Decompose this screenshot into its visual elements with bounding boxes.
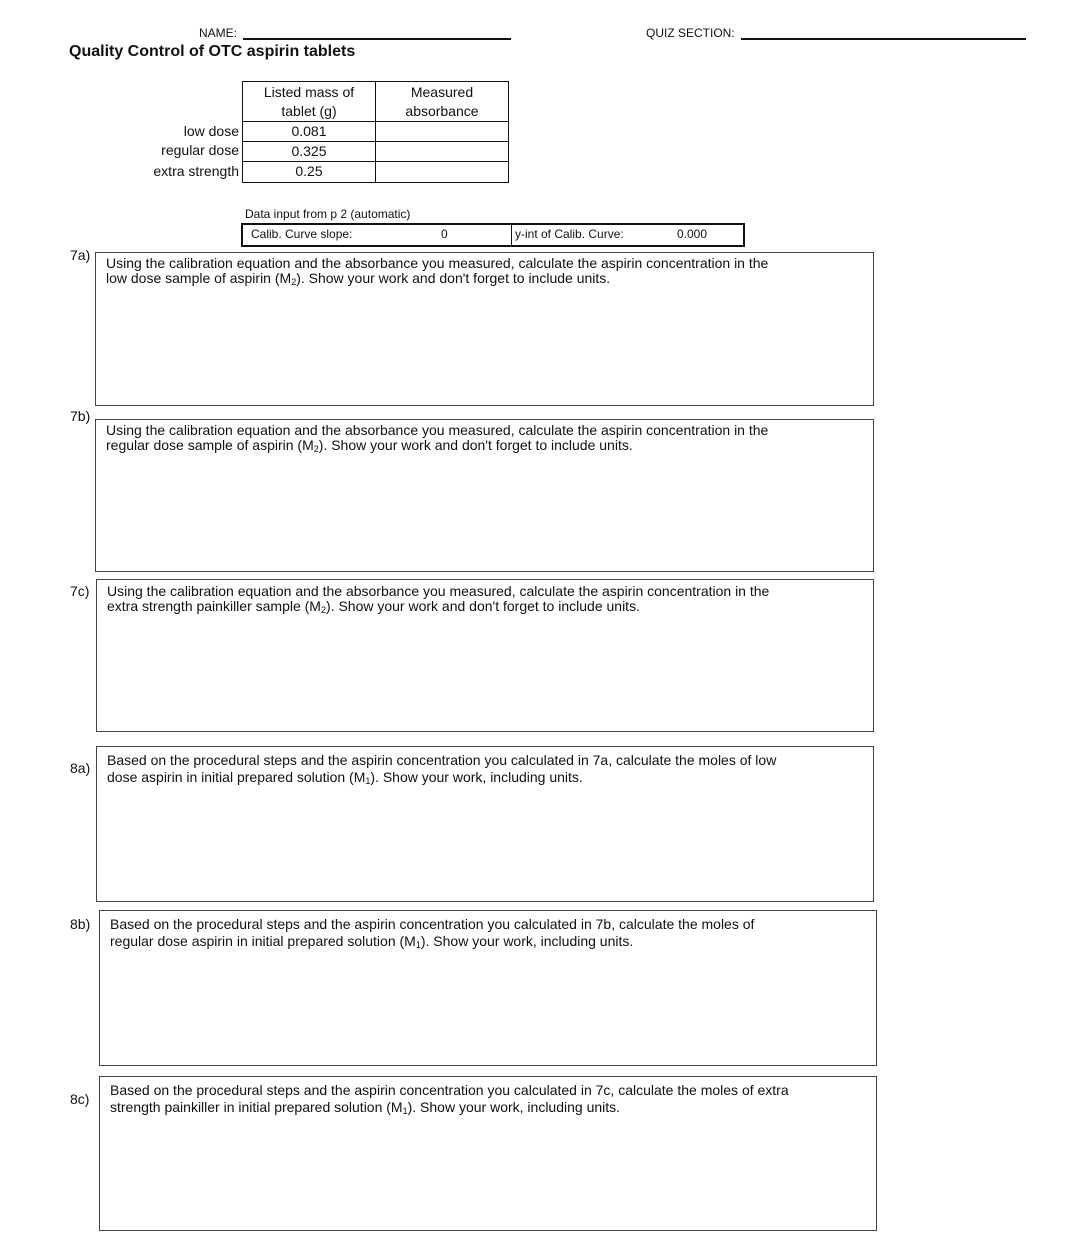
question-label-7a: 7a) [70,247,91,263]
question-label-8c: 8c) [70,1091,90,1107]
question-label-7b: 7b) [70,408,91,424]
table-row [243,162,509,183]
absorbance-regular-dose-input[interactable] [376,142,509,162]
question-text-8b: Based on the procedural steps and the aspirin concentration you calculated in 7b, calculate the moles of regular dose aspirin in initial prepared solution $(M_1)$. Show your work, including units. [110,916,755,950]
quiz-section-label: QUIZ SECTION: [646,26,735,40]
calibration-divider [511,225,512,245]
mass-extra-strength: 0.25 [243,162,376,183]
header-listed-mass: Listed mass of tablet (g) [243,82,376,122]
absorbance-low-dose-input[interactable] [376,122,509,142]
quiz-section-field[interactable] [741,38,1026,40]
question-label-8b: 8b) [70,916,91,932]
row-label-low-dose: low dose [183,123,239,139]
question-text-8a: Based on the procedural steps and the aspirin concentration you calculated in 7a, calculate the moles of low dose aspirin in initial prepared solution $(M_1)$. Show your work, including units. [107,752,777,786]
mass-low-dose: 0.081 [243,122,376,142]
name-label: NAME: [199,26,238,40]
table-row [243,122,509,142]
row-label-extra-strength: extra strength [153,163,239,179]
absorbance-extra-strength-input[interactable] [376,162,509,183]
question-text-7b: Using the calibration equation and the absorbance you measured, calculate the aspirin concentration in the regular dose sample of aspirin $(M_2)$. Show your work and don't forget to include units. [106,422,769,454]
question-text-7c: Using the calibration equation and the absorbance you measured, calculate the aspirin concentration in the extra strength painkiller sample $(M_2)$. Show your work and don't forget to include units. [107,583,770,615]
mass-absorbance-table [242,81,509,183]
slope-label: Calib. Curve slope: [251,227,353,241]
table-row [243,142,509,162]
page-title: Quality Control of OTC aspirin tablets [69,43,356,60]
slope-value: 0 [441,227,448,241]
question-text-7a: Using the calibration equation and the absorbance you measured, calculate the aspirin concentration in the low dose sample of aspirin $(M_2)$. Show your work and don't forget to include units. [106,255,769,287]
calibration-box [241,223,745,247]
question-label-7c: 7c) [70,583,90,599]
yint-label: y-int of Calib. Curve: [515,227,624,241]
question-text-8c: Based on the procedural steps and the aspirin concentration you calculated in 7c, calculate the moles of extra strength painkiller in initial prepared solution $(M_1)$. Show your work, including units. [110,1082,789,1116]
yint-value: 0.000 [677,227,708,241]
name-field[interactable] [243,38,511,40]
mass-regular-dose: 0.325 [243,142,376,162]
calibration-caption: Data input from p 2 (automatic) [245,207,411,221]
row-label-regular-dose: regular dose [161,142,239,158]
header-measured-absorbance: Measured absorbance [376,82,509,122]
question-label-8a: 8a) [70,760,91,776]
